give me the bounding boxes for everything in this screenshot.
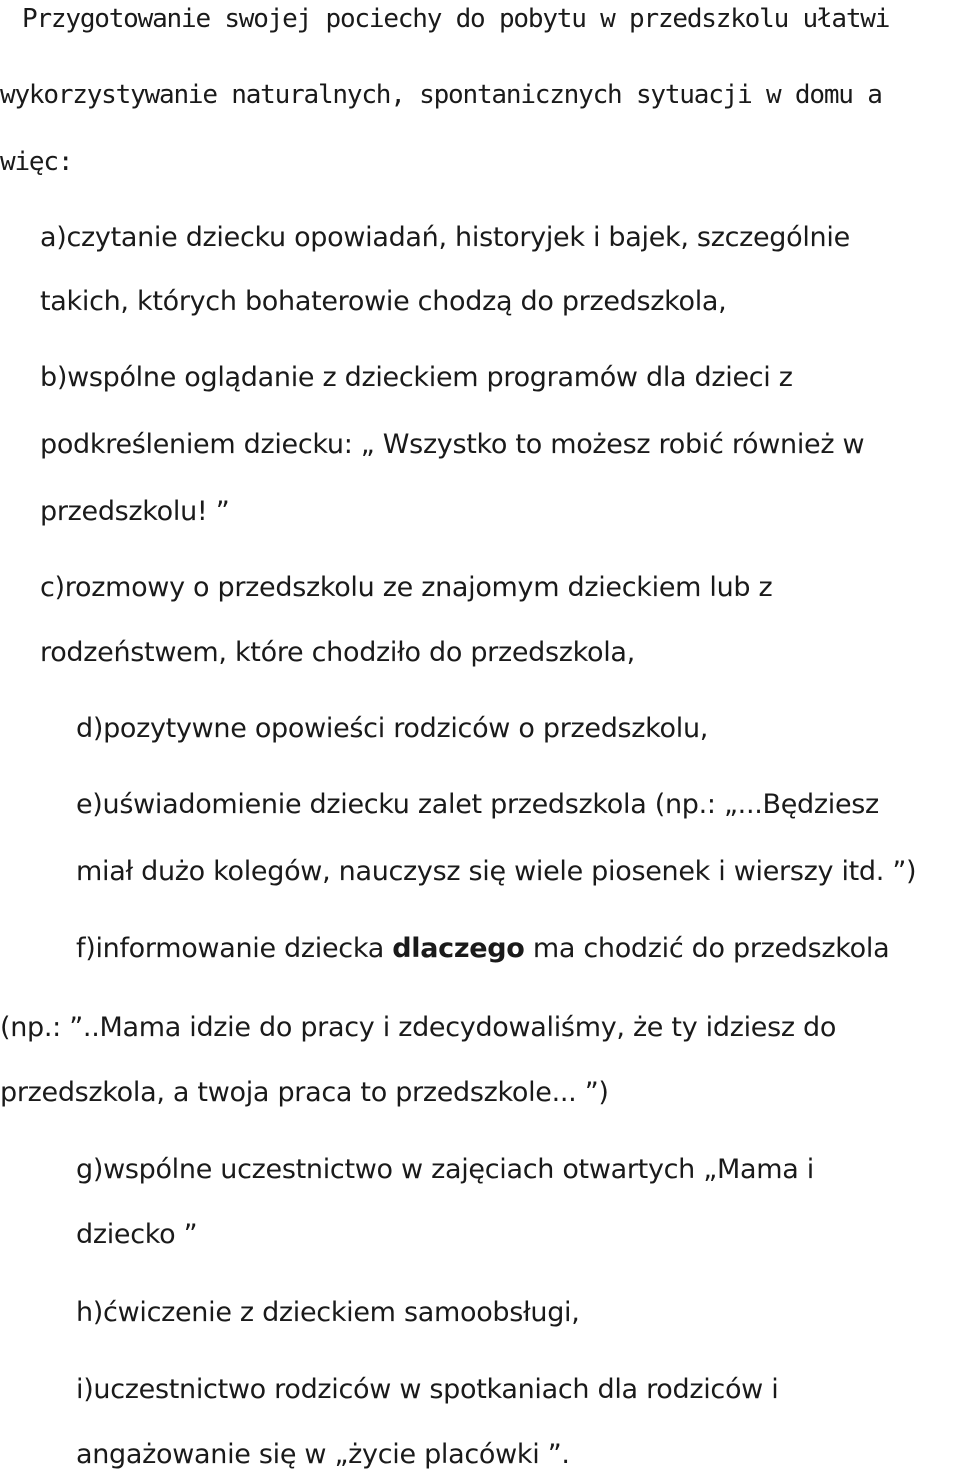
intro-line-1: Przygotowanie swojej pociechy do pobytu w przedszkolu ułatwi: [22, 4, 890, 34]
item-a-line-1: a)czytanie dziecku opowiadań, historyjek i bajek, szczególnie: [40, 222, 850, 253]
item-f-emphasis: dlaczego: [392, 933, 525, 964]
item-e-line-2: miał dużo kolegów, nauczysz się wiele piosenek i wierszy itd. ”): [76, 856, 917, 887]
item-e-line-1: e)uświadomienie dziecku zalet przedszkola (np.: „...Będziesz: [76, 789, 879, 820]
item-b-line-3: przedszkolu! ”: [40, 496, 230, 527]
item-b-line-2: podkreśleniem dziecku: „ Wszystko to możesz robić również w: [40, 429, 865, 460]
intro-line-3: więc:: [0, 147, 73, 177]
item-f-line-3: przedszkola, a twoja praca to przedszkole... ”): [0, 1077, 609, 1108]
item-g-line-2: dziecko ”: [76, 1219, 198, 1250]
item-f-line-1-pre: f)informowanie dziecka: [76, 933, 393, 964]
item-d-line-1: d)pozytywne opowieści rodziców o przedszkolu,: [76, 713, 709, 744]
item-f-line-1: [76, 932, 889, 966]
item-f-line-2: (np.: ”..Mama idzie do pracy i zdecydowaliśmy, że ty idziesz do: [0, 1012, 837, 1043]
intro-line-2: wykorzystywanie naturalnych, spontanicznych sytuacji w domu a: [0, 80, 882, 110]
item-c-line-1: c)rozmowy o przedszkolu ze znajomym dzieckiem lub z: [40, 572, 773, 603]
item-h-line-1: h)ćwiczenie z dzieckiem samoobsługi,: [76, 1297, 580, 1328]
item-i-line-1: i)uczestnictwo rodziców w spotkaniach dla rodziców i: [76, 1374, 779, 1405]
item-b-line-1: b)wspólne oglądanie z dzieckiem programów dla dzieci z: [40, 362, 793, 393]
item-i-line-2: angażowanie się w „życie placówki ”.: [76, 1439, 570, 1470]
item-a-line-2: takich, których bohaterowie chodzą do przedszkola,: [40, 286, 727, 317]
item-f-line-1-post: ma chodzić do przedszkola: [524, 933, 890, 964]
item-g-line-1: g)wspólne uczestnictwo w zajęciach otwartych „Mama i: [76, 1154, 814, 1185]
item-c-line-2: rodzeństwem, które chodziło do przedszkola,: [40, 637, 635, 668]
